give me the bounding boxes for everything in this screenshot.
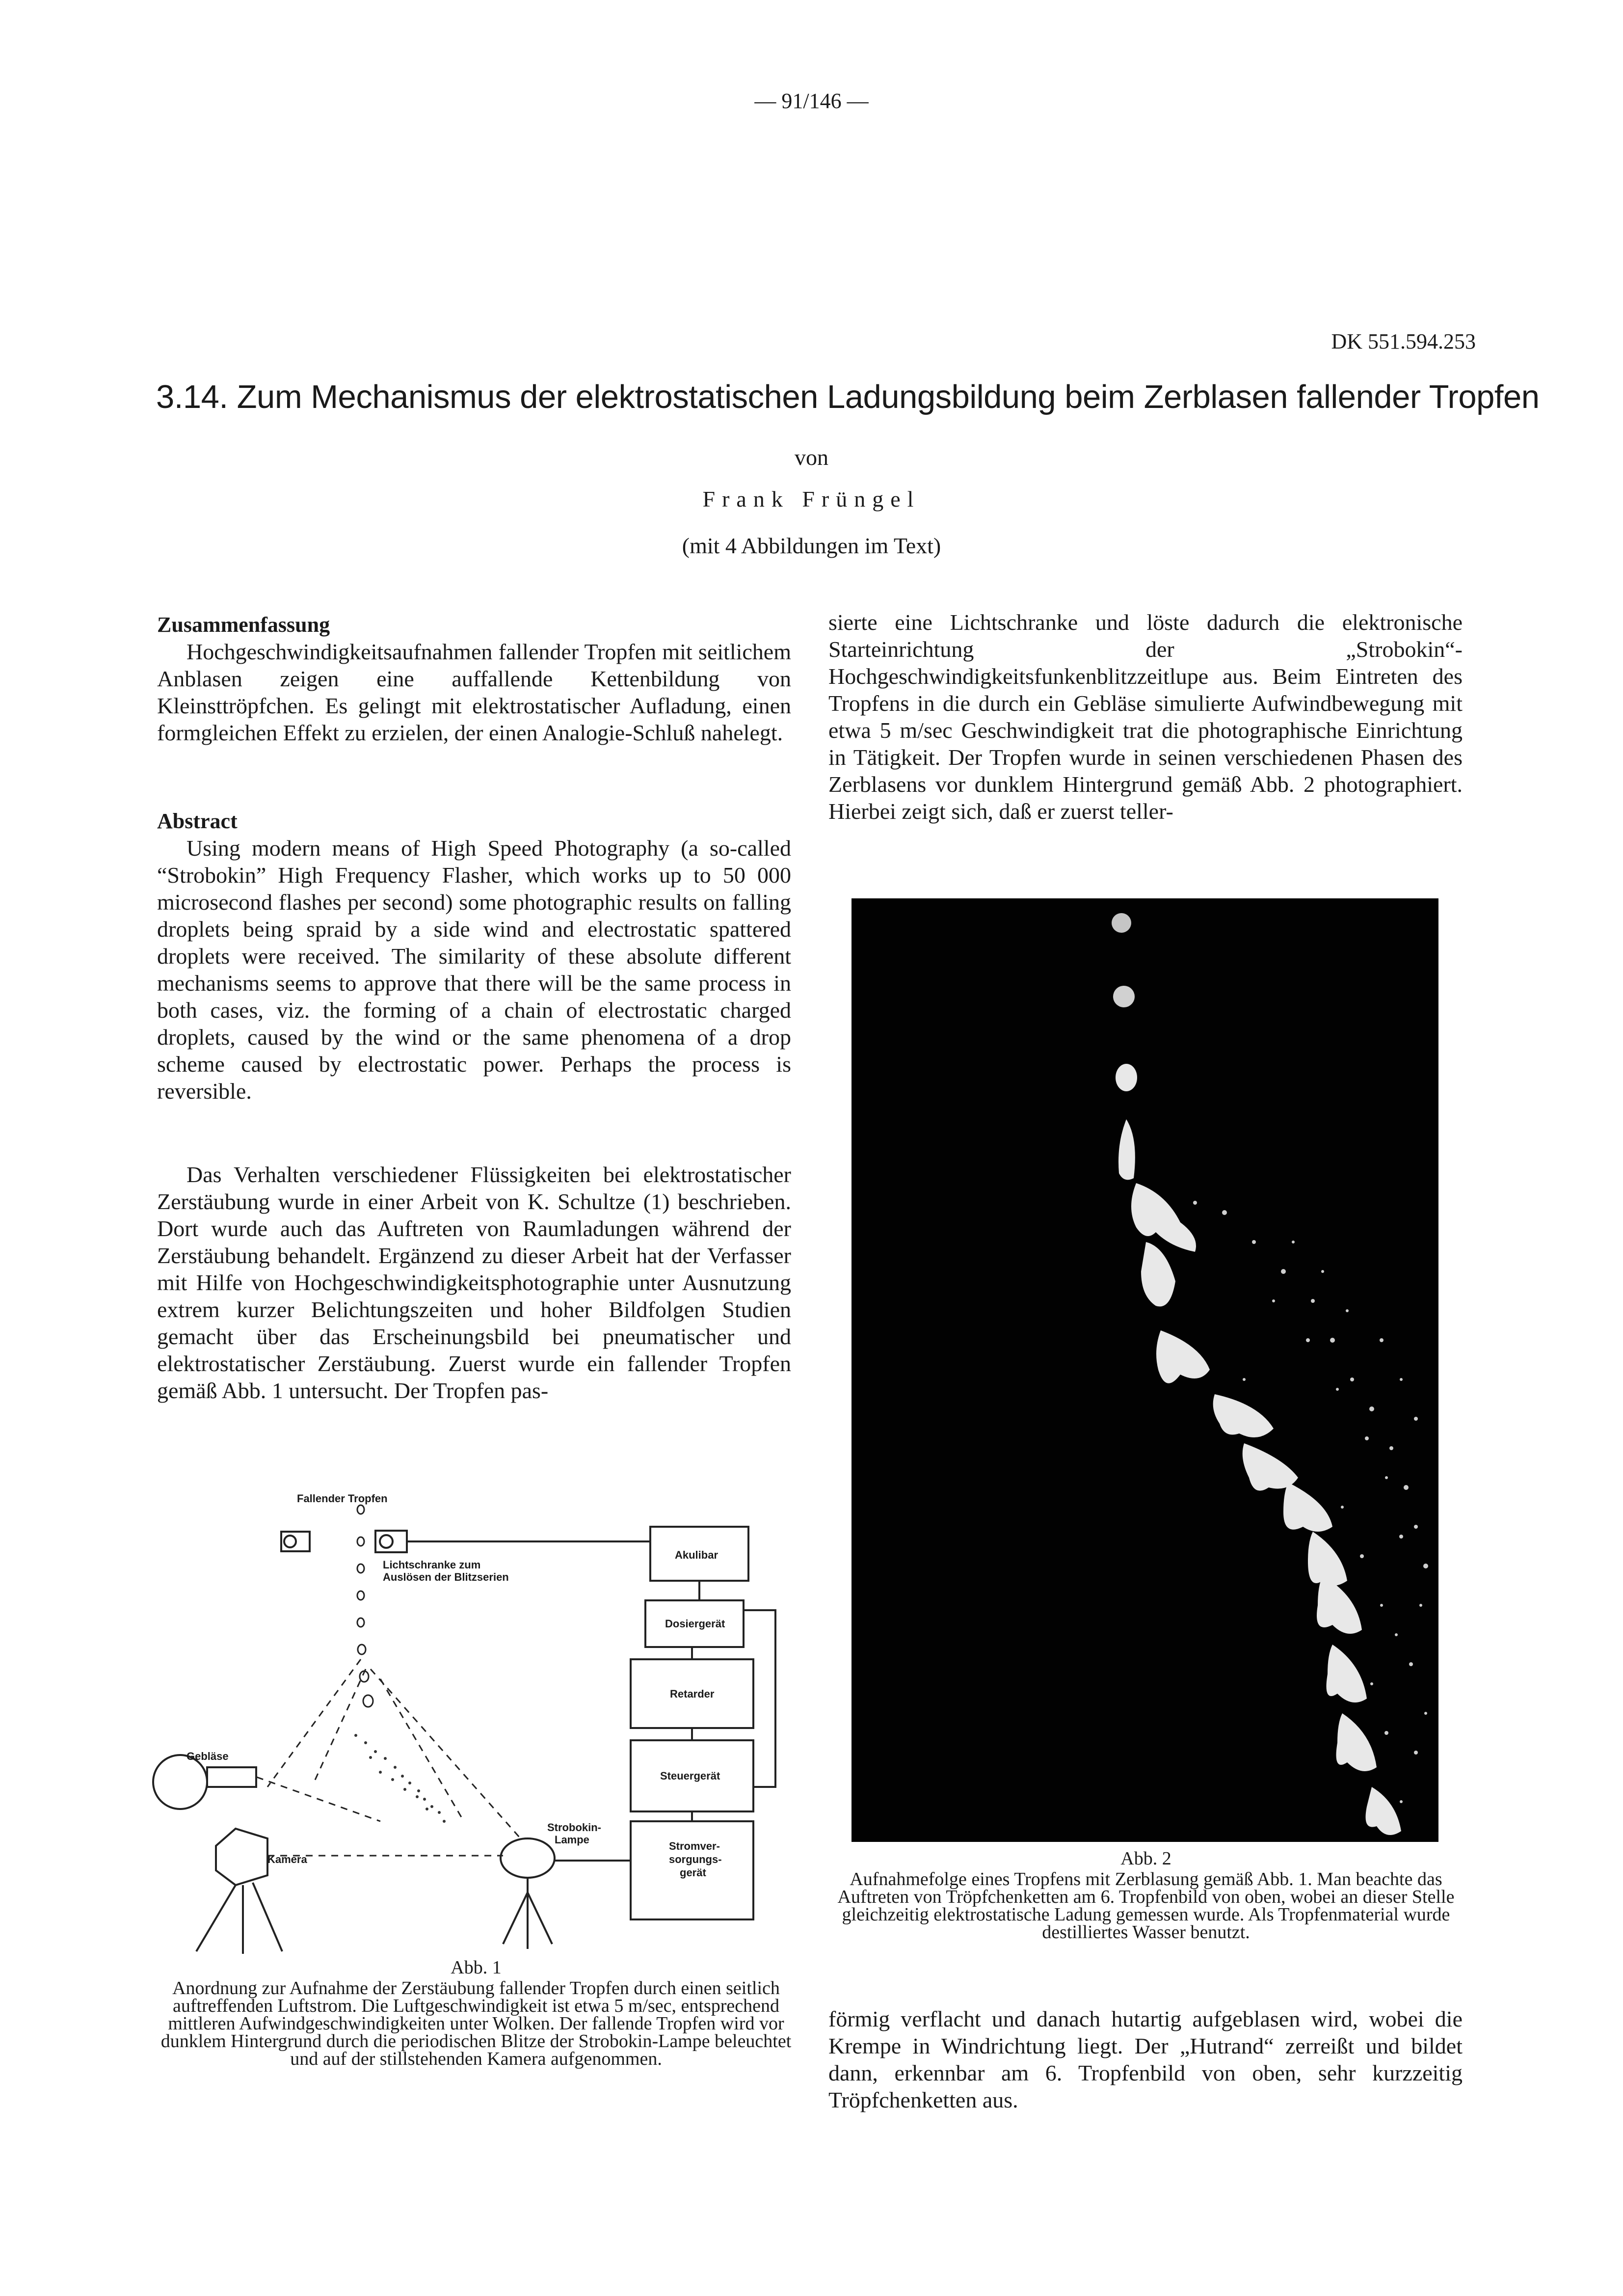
figure-2-photo xyxy=(851,898,1438,1842)
label-lichtschranke-2: Auslösen der Blitzserien xyxy=(383,1571,509,1583)
zusammenfassung-text: Hochgeschwindigkeitsaufnahmen fallender Tropfen mit seitlichem Anblasen zeigen eine auffallende Kettenbildung von Kleinsttröpfchen. Es gelingt mit elektrostatischer Aufladung, einen formgleichen Effekt zu erzielen, der einen Analogie-Schluß nahelegt. xyxy=(157,639,791,745)
label-strobokin-2: Lampe xyxy=(555,1834,589,1846)
zusammenfassung-section xyxy=(157,611,791,746)
label-dosiergeraet: Dosiergerät xyxy=(665,1618,725,1630)
body-text-right-bottom xyxy=(828,2005,1463,2113)
label-kamera: Kamera xyxy=(267,1853,307,1865)
label-retarder: Retarder xyxy=(670,1688,715,1700)
label-akulibar: Akulibar xyxy=(675,1549,718,1561)
body-paragraph-left: Das Verhalten verschiedener Flüssigkeiten bei elektrostatischer Zerstäubung wurde in einer Arbeit von K. Schultze (1) beschrieben. Dort wurde auch das Auftreten von Raumladungen während der Zerstäubung behandelt. Ergänzend zu dieser Arbeit hat der Verfasser mit Hilfe von Hochgeschwindigkeitsphotographie unter Ausnutzung extrem kurzer Belichtungszeiten und hoher Bildfolgen Studien gemacht über das Erscheinungsbild bei pneumatischer und elektrostatischer Zerstäubung. Zuerst wurde ein fallender Tropfen gemäß Abb. 1 untersucht. Der Tropfen pas- xyxy=(157,1162,791,1403)
label-strom-3: gerät xyxy=(680,1866,706,1879)
figure-1-diagram xyxy=(150,1483,788,1954)
figure-1-caption-text: Anordnung zur Aufnahme der Zerstäubung fallender Tropfen durch einen seitlich auftreffenden Luftstrom. Die Luftgeschwindigkeit ist etwa 5 m/sec, entsprechend mittleren Aufwindgeschwindigkeiten unter Wolken. Der fallende Tropfen wird vor dunklem Hintergrund durch die periodischen Blitze der Strobokin-Lampe beleuchtet und auf der stillstehenden Kamera aufgenommen. xyxy=(160,1978,792,2069)
abstract-text: Using modern means of High Speed Photography (a so-called “Strobokin” High Frequency Flasher, which works up to 50 000 microsecond flashes per second) some photographic results on falling droplets being spraid by a side wind and electrostatic spattered droplets were received. The similarity of these absolute different mechanisms seems to approve that there will be the same process in both cases, viz. the forming of a chain of electrostatic charged droplets, caused by the wind or the same phenomena of a drop scheme caused by electrostatic power. Perhaps the process is reversible. xyxy=(157,836,791,1104)
figure-2-caption-text: Aufnahmefolge eines Tropfens mit Zerblasung gemäß Abb. 1. Man beachte das Auftreten von Tröpfchenketten am 6. Tropfenbild von oben, wobei an dieser Stelle gleichzeitig elektrostatische Ladung gemessen wurde. Als Tropfenmaterial wurde destilliertes Wasser benutzt. xyxy=(837,1869,1455,1943)
abstract-section xyxy=(157,808,791,1105)
label-steuergeraet: Steuergerät xyxy=(660,1770,720,1782)
body-paragraph-right-bottom: förmig verflacht und danach hutartig aufgeblasen wird, wobei die Krempe in Windrichtung liegt. Der „Hutrand“ zerreißt und bildet dann, erkennbar am 6. Tropfenbild von oben, sehr kurzzeitig Tröpfchenketten aus. xyxy=(828,2006,1463,2112)
label-strom-2: sorgungs- xyxy=(669,1853,722,1865)
article-title: 3.14. Zum Mechanismus der elektrostatischen Ladungsbildung beim Zerblasen fallender Tropfen xyxy=(156,378,1540,415)
page-number: — 91/146 — xyxy=(754,89,869,113)
body-text-right-top xyxy=(828,609,1463,825)
figure-1-caption-title: Abb. 1 xyxy=(451,1957,502,1978)
byline-von: von xyxy=(795,445,828,470)
droplet-sequence-image xyxy=(851,898,1438,1842)
author-name: Frank Früngel xyxy=(702,486,921,512)
label-fallender-tropfen: Fallender Tropfen xyxy=(297,1492,388,1505)
label-strobokin-1: Strobokin- xyxy=(547,1821,601,1834)
label-strom-1: Stromver- xyxy=(669,1840,720,1852)
abstract-heading: Abstract xyxy=(157,809,238,833)
dk-classification: DK 551.594.253 xyxy=(1331,329,1476,353)
body-paragraph-right-top: sierte eine Lichtschranke und löste dadurch die elektronische Starteinrichtung der „Strobokin“-Hochgeschwindigkeitsfunkenblitzzeitlupe aus. Beim Eintreten des Tropfens in die durch ein Gebläse simulierte Aufwindbewegung mit etwa 5 m/sec Geschwindigkeit trat die photographische Einrichtung in Tätigkeit. Der Tropfen wurde in seinen verschiedenen Phasen des Zerblasens vor dunklem Hintergrund gemäß Abb. 2 photographiert. Hierbei zeigt sich, daß er zuerst teller- xyxy=(828,610,1463,824)
figure-2-caption-title: Abb. 2 xyxy=(1120,1848,1171,1869)
label-geblaese: Gebläse xyxy=(186,1750,229,1762)
body-text-left xyxy=(157,1161,791,1404)
figures-note: (mit 4 Abbildungen im Text) xyxy=(682,533,941,558)
zusammenfassung-heading: Zusammenfassung xyxy=(157,613,330,637)
label-lichtschranke-1: Lichtschranke zum xyxy=(383,1559,481,1571)
